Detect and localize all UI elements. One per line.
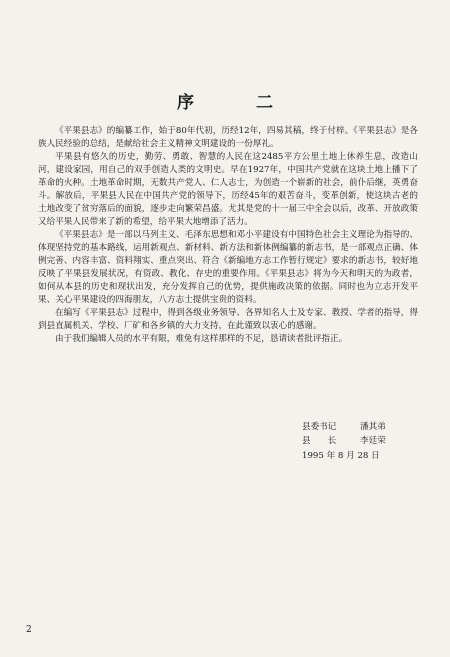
signature-row: [302, 434, 432, 448]
document-title: 序 二: [177, 93, 301, 113]
signature-block: [302, 420, 432, 463]
paragraph-5: 由于我们编辑人员的水平有限，难免有这样那样的不足，恳请读者批评指正。: [55, 334, 348, 344]
preface-body: [38, 125, 418, 346]
paragraph-3: 《平果县志》是一部以马列主义、毛泽东思想和邓小平建设有中国特色社会主义理论为指导的、体现坚持党的基本路线，运用新观点、新材料、新方法和新体例编纂的新志书，是一部观点正确、体例完善、内容丰富、资料翔实、重点突出、符合《新编地方志工作暂行规定》要求的新志书，较好地反映了平果县发展状况，有资政、教化、存史的重要作用。《平果县志》将为今天和明天的为政者，如何从本县的历史和现状出发，充分发挥自己的优势，提供施政决策的依据。同时也为立志开发平果、关心平果建设的四海朋友，八方志士提供宝贵的资料。: [38, 230, 418, 305]
paragraph-1: 《平果县志》的编纂工作，始于80年代初，历经12年，四易其稿，终于付梓。《平果县志》是各族人民经验的总结，是献给社会主义精神文明建设的一份厚礼。: [38, 126, 418, 149]
signature-name: 潘其弟: [360, 422, 386, 432]
signature-role: 县委书记: [302, 422, 337, 432]
signature-role: 县 长: [302, 436, 337, 446]
paragraph-2: 平果县有悠久的历史，勤劳、勇敢、智慧的人民在这2485平方公里土地上休养生息，改造山河，建设家园，用自己的双手创造人类的文明史。早在1927年，中国共产党就在这块土地上播下了革命的火种。土地革命时期，无数共产党人、仁人志士，为创造一个崭新的社会，前仆后继，英勇奋斗。解放后，平果县人民在中国共产党的领导下，历经45年的艰苦奋斗，变革创新，使这块古老的土地改变了贫穷落后的面貌，逐步走向繁荣昌盛。尤其是党的十一届三中全会以后，改革、开放政策又给平果人民带来了新的希望，给平果大地增添了活力。: [38, 152, 418, 227]
paragraph-4: 在编写《平果县志》过程中，得到各级业务领导、各界知名人士及专家、教授、学者的指导，得到县直属机关、学校、厂矿和各乡镇的大力支持，在此谨致以衷心的感谢。: [38, 308, 418, 331]
signature-name: 李廷荣: [360, 436, 386, 446]
signature-date: 1995 年 8 月 28 日: [302, 451, 380, 461]
signature-row: [302, 420, 432, 434]
page-number: 2: [26, 625, 32, 635]
